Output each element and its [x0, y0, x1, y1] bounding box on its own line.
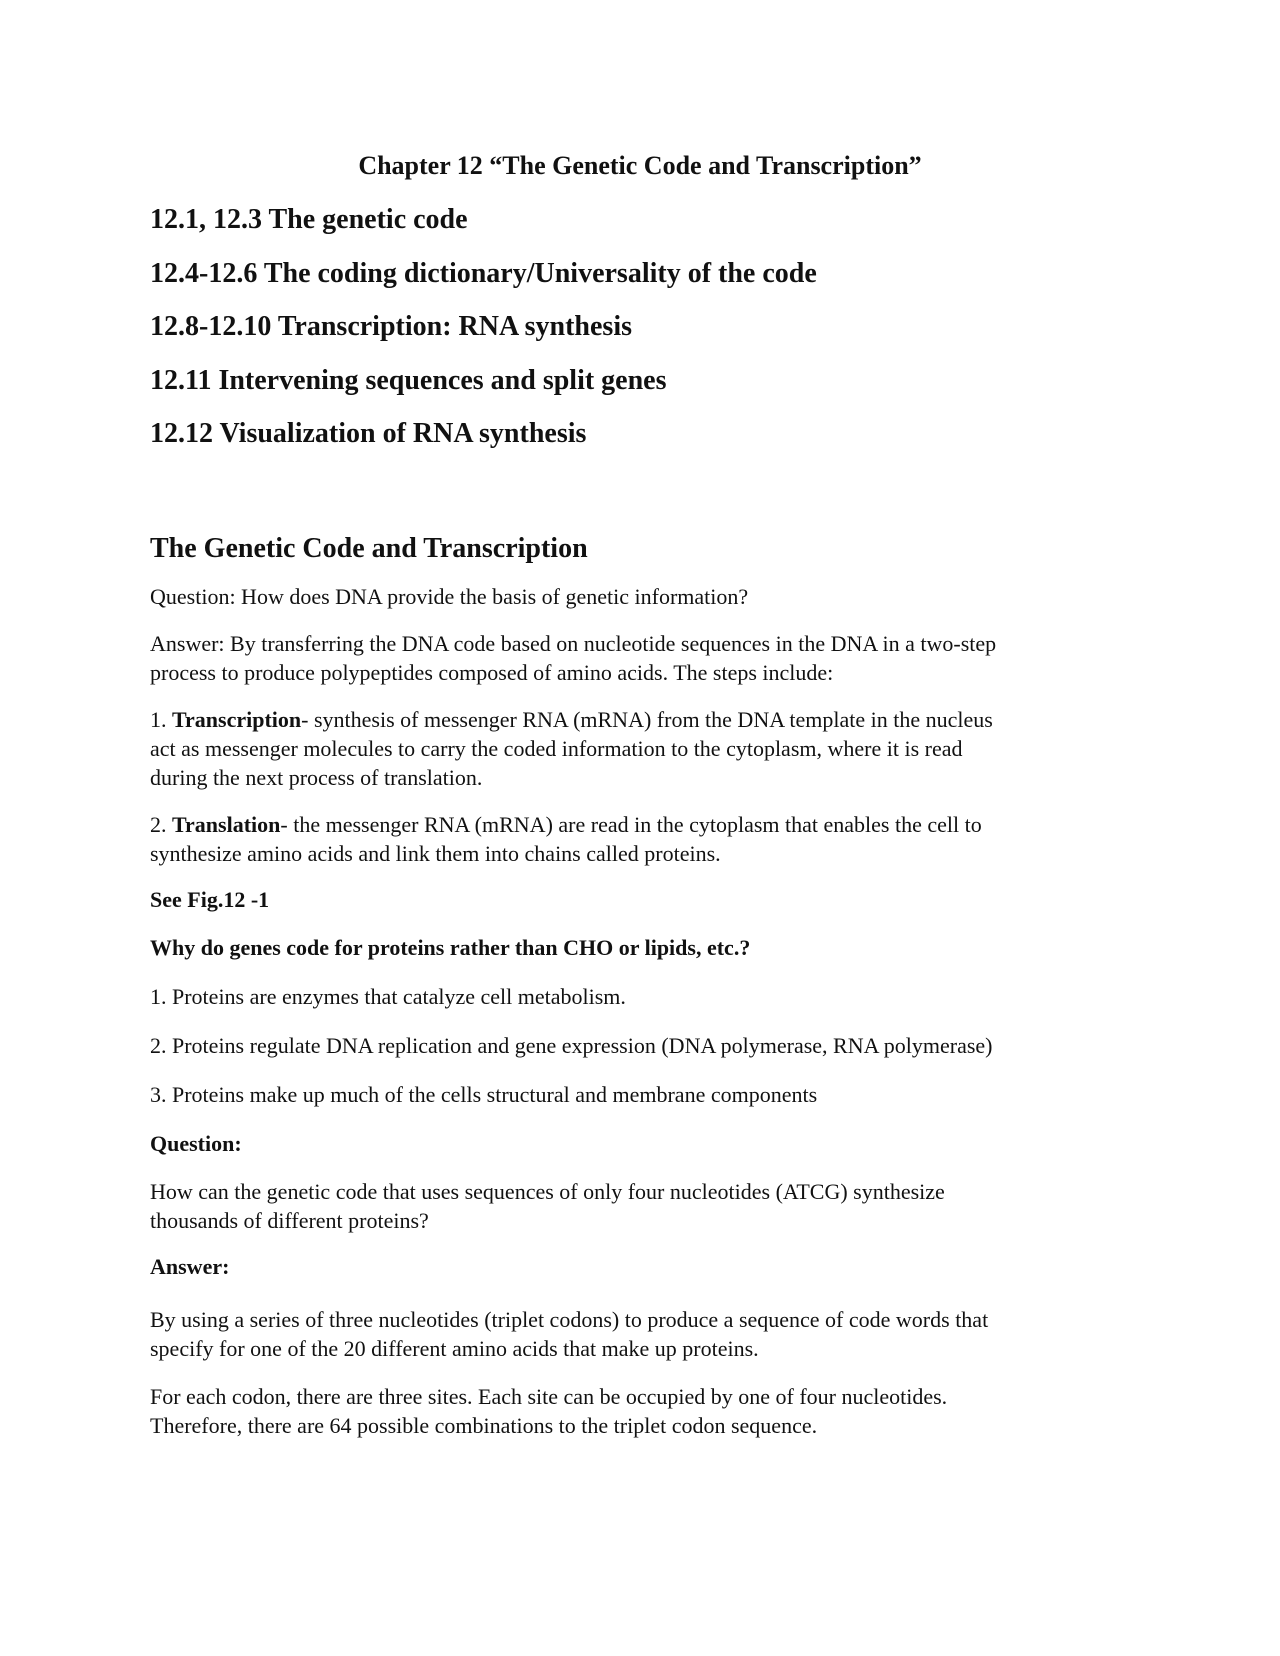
codon-line-1: For each codon, there are three sites. Each site can be occupied by one of four nucleotides.: [150, 1384, 948, 1409]
step-1-line-3: during the next process of translation.: [150, 765, 483, 790]
step-2-line-1: [150, 810, 1140, 839]
answer-2-line-1: By using a series of three nucleotides (triplet codons) to produce a sequence of code words that: [150, 1307, 989, 1332]
answer-2-label: [150, 1252, 1140, 1281]
toc-item-intervening-sequences: 12.11 Intervening sequences and split genes: [150, 365, 667, 396]
step-1-number: 1.: [150, 707, 172, 732]
step-1-transcription: [150, 705, 1140, 792]
step-2-term: Translation: [172, 812, 281, 837]
answer-2-line-2: specify for one of the 20 different amino acids that make up proteins.: [150, 1336, 759, 1361]
answer-1: [150, 629, 1140, 687]
question-2: [150, 1177, 1140, 1235]
question-2-line-2: thousands of different proteins?: [150, 1208, 429, 1233]
toc-item-transcription: 12.8-12.10 Transcription: RNA synthesis: [150, 311, 633, 342]
answer-1-line-2: process to produce polypeptides composed of amino acids. The steps include:: [150, 660, 834, 685]
answer-1-line-1: Answer: By transferring the DNA code based on nucleotide sequences in the DNA in a two-step: [150, 631, 997, 656]
why-heading: [150, 933, 1140, 962]
step-1-line-2: act as messenger molecules to carry the coded information to the cytoplasm, where it is read: [150, 736, 963, 761]
toc-item-genetic-code: 12.1, 12.3 The genetic code: [150, 204, 468, 235]
reason-item: [150, 1080, 1140, 1109]
question-1-text: Question: How does DNA provide the basis of genetic information?: [150, 584, 749, 609]
question-1: [150, 582, 1140, 611]
reason-1: 1. Proteins are enzymes that catalyze cell metabolism.: [150, 984, 626, 1009]
step-2-number: 2.: [150, 812, 172, 837]
answer-2: [150, 1305, 1140, 1363]
step-2-translation: [150, 810, 1140, 868]
codon-line-2: Therefore, there are 64 possible combinations to the triplet codon sequence.: [150, 1413, 818, 1438]
step-1-definition: - synthesis of messenger RNA (mRNA) from the DNA template in the nucleus: [301, 707, 993, 732]
toc-item-visualization: 12.12 Visualization of RNA synthesis: [150, 418, 587, 449]
why-heading-text: Why do genes code for proteins rather than CHO or lipids, etc.?: [150, 935, 751, 960]
reason-2: 2. Proteins regulate DNA replication and gene expression (DNA polymerase, RNA polymerase): [150, 1033, 993, 1058]
question-2-line-1: How can the genetic code that uses sequences of only four nucleotides (ATCG) synthesize: [150, 1179, 945, 1204]
answer-2-label-text: Answer:: [150, 1254, 230, 1279]
toc-item-coding-dictionary: 12.4-12.6 The coding dictionary/Universality of the code: [150, 258, 817, 289]
reason-item: [150, 982, 1140, 1011]
see-figure-text: See Fig.12 -1: [150, 887, 270, 912]
question-2-label: [150, 1129, 1140, 1158]
step-2-definition: - the messenger RNA (mRNA) are read in the cytoplasm that enables the cell to: [280, 812, 982, 837]
see-figure: [150, 885, 1140, 914]
step-2-line-2: synthesize amino acids and link them into chains called proteins.: [150, 841, 721, 866]
reason-item: [150, 1031, 1140, 1060]
question-2-label-text: Question:: [150, 1131, 242, 1156]
section-heading: The Genetic Code and Transcription: [150, 533, 588, 564]
step-1-term: Transcription: [172, 707, 302, 732]
chapter-title: Chapter 12 “The Genetic Code and Transcription”: [358, 151, 922, 180]
step-1-line-1: [150, 705, 1140, 734]
codon-paragraph: [150, 1382, 1140, 1440]
reason-3: 3. Proteins make up much of the cells structural and membrane components: [150, 1082, 818, 1107]
